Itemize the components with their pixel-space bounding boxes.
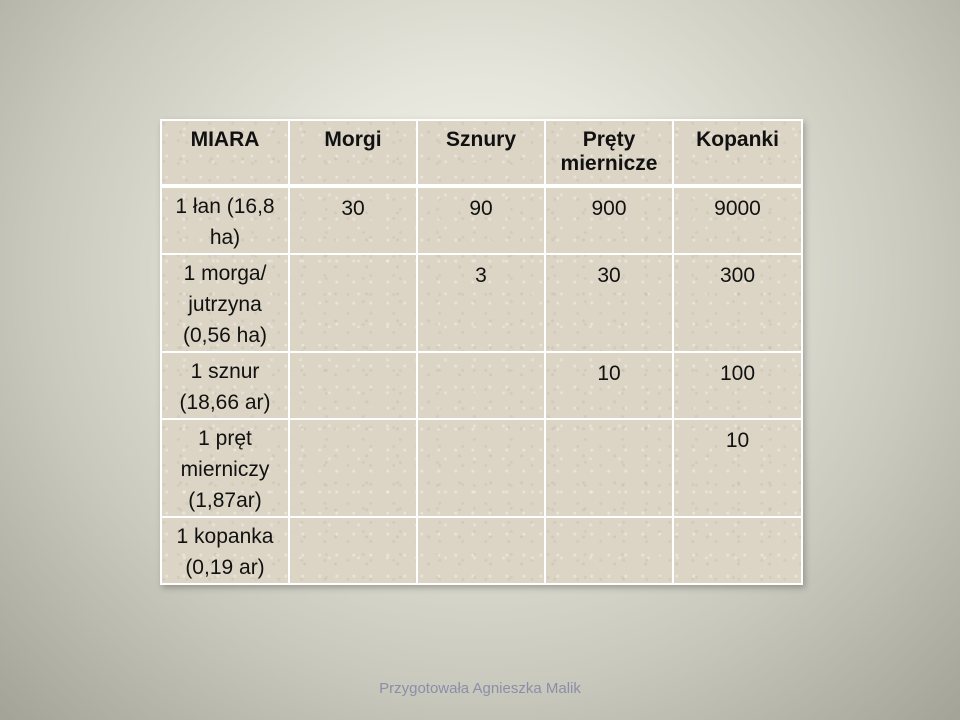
value-cell <box>417 419 545 517</box>
value-cell <box>417 352 545 419</box>
header-miara: MIARA <box>161 120 289 186</box>
value-cell <box>289 254 417 352</box>
unit-cell: 1 łan (16,8 ha) <box>161 186 289 254</box>
value-cell <box>545 419 673 517</box>
header-morgi: Morgi <box>289 120 417 186</box>
value-cell: 30 <box>289 186 417 254</box>
unit-cell: 1 pręt mierniczy (1,87ar) <box>161 419 289 517</box>
unit-cell: 1 sznur (18,66 ar) <box>161 352 289 419</box>
value-cell: 100 <box>673 352 802 419</box>
value-cell <box>545 517 673 584</box>
table-row <box>161 419 802 517</box>
table-header-row <box>161 120 802 186</box>
value-cell: 300 <box>673 254 802 352</box>
value-cell <box>289 517 417 584</box>
table-row <box>161 254 802 352</box>
value-cell <box>417 517 545 584</box>
value-cell: 900 <box>545 186 673 254</box>
value-cell <box>289 352 417 419</box>
author-footer: Przygotowała Agnieszka Malik <box>379 680 581 697</box>
value-cell <box>289 419 417 517</box>
value-cell: 3 <box>417 254 545 352</box>
header-prety: Pręty miernicze <box>545 120 673 186</box>
value-cell: 10 <box>545 352 673 419</box>
value-cell: 90 <box>417 186 545 254</box>
table-row <box>161 517 802 584</box>
value-cell: 10 <box>673 419 802 517</box>
header-sznury: Sznury <box>417 120 545 186</box>
header-kopanki: Kopanki <box>673 120 802 186</box>
value-cell <box>673 517 802 584</box>
table-row <box>161 352 802 419</box>
conversion-table <box>160 119 803 585</box>
value-cell: 30 <box>545 254 673 352</box>
unit-cell: 1 kopanka (0,19 ar) <box>161 517 289 584</box>
value-cell: 9000 <box>673 186 802 254</box>
unit-cell: 1 morga/ jutrzyna (0,56 ha) <box>161 254 289 352</box>
table-row <box>161 186 802 254</box>
